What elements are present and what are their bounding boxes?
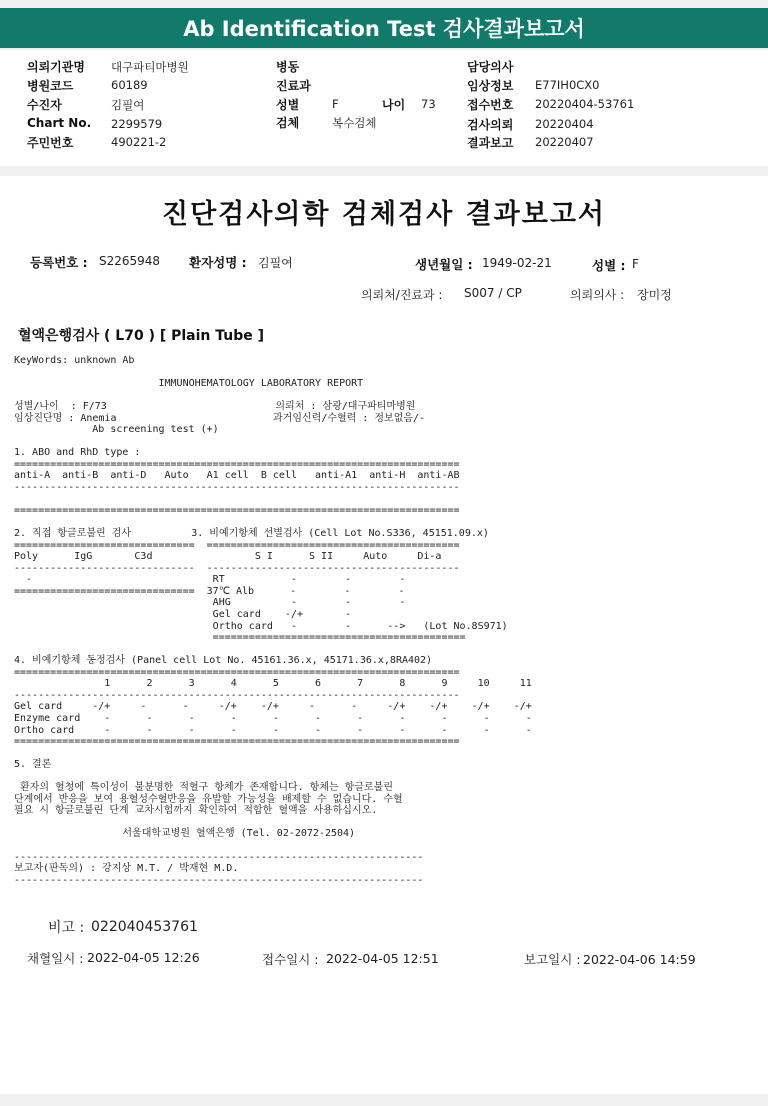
report-line: ------------------------------ ------------------------------------------ [14,562,460,574]
info-value: 60189 [111,78,148,92]
report-line [14,367,532,379]
report-line: Ab screening test (+) [14,424,219,436]
report-line: ========================================================================== [14,736,460,748]
report-line [14,644,532,656]
report-line: 임상진단명 : Anemia 과거임신력/수혈력 : 정보없음/- [14,412,426,424]
report-date-value: 2022-04-06 14:59 [583,952,696,967]
report-line: ============================== 37℃ Alb - - - [14,585,405,597]
report-line: ========================================================================== [14,666,460,678]
report-line: 2. 직접 항글로불린 검사 3. 비예기항체 선별검사 (Cell Lot No.S336, 45151.09.x) [14,528,489,540]
reg-value: S2265948 [99,254,161,268]
dept-value: S007 / CP [464,286,522,300]
report-line: anti-A anti-B anti-D Auto A1 cell B cell anti-A1 anti-H anti-AB [14,470,460,482]
report-line: -------------------------------------------------------------------------- [14,482,460,494]
section-title: 혈액은행검사 ( L70 ) [ Plain Tube ] [18,328,265,344]
info-value: 20220404 [535,117,594,131]
report-line [14,390,532,402]
collect-value: 2022-04-05 12:26 [87,950,200,965]
report-line [14,517,532,529]
info-label: 병원코드 [27,79,74,93]
info-label: 진료과 [276,79,311,93]
info-value: 20220404-53761 [535,97,635,111]
report-line: 단계에서 반응을 보여 용혈성수혈반응을 유발할 가능성을 배제할 수 없습니다. 수혈 [14,793,403,805]
report-line: ========================================== [14,632,466,644]
patient-info-panel [0,50,768,166]
report-line [14,748,532,760]
info-value: 20220407 [535,135,594,149]
report-line [14,494,532,506]
report-line: 보고자(판독의) : 강지상 M.T. / 박재현 M.D. [14,863,239,875]
doctor-value: 장미정 [637,288,672,302]
info-label: 임상정보 [467,79,514,93]
info-label: 수진자 [27,98,62,112]
report-line [14,436,532,448]
report-line: ========================================================================== [14,458,460,470]
sex-value: F [632,257,639,271]
report-line: Enzyme card - - - - - - - - - - - [14,712,532,724]
receipt-label: 접수일시 : [262,952,319,967]
info-label: 병동 [276,60,300,74]
report-line: Gel card -/+ - [14,609,352,621]
report-line [14,840,532,852]
info-value: 73 [421,97,436,111]
header-title: Ab Identification Test 검사결과보고서 [183,17,585,41]
report-line [14,771,532,783]
report-line: ============================== ========================================== [14,539,460,551]
info-value: 대구파티마병원 [111,60,189,74]
lab-report-text [14,355,532,886]
report-line: KeyWords: unknown Ab [14,355,135,366]
patient-name-label: 환자성명 : [189,255,247,270]
report-line: Poly IgG C3d S I S II Auto Di-a [14,551,442,563]
report-line: 환자의 혈청에 특이성이 불분명한 적혈구 항체가 존재합니다. 항체는 항글로불린 [14,782,393,794]
report-line: -------------------------------------------------------------------- [14,851,424,863]
info-label: 검체 [276,116,300,130]
report-line: - RT - - - [14,574,406,586]
report-line: IMMUNOHEMATOLOGY LABORATORY REPORT [14,378,364,390]
report-line: Ortho card - - - - - - - - - - - [14,724,532,736]
report-line: 필요 시 항글로불린 단계 교차시험까지 확인하여 적합한 혈액을 사용하십시오. [14,805,378,817]
report-line: 5. 결론 [14,759,52,771]
dob-label: 생년월일 : [415,257,473,272]
report-line: 서울대학교병원 혈액은행 (Tel. 02-2072-2504) [14,828,356,840]
report-line: 1. ABO and RhD type : [14,447,141,459]
report-title: 진단검사의학 검체검사 결과보고서 [161,199,607,230]
info-label: 검사의뢰 [467,118,514,132]
info-value: 490221-2 [111,135,167,149]
report-line: Gel card -/+ - - -/+ -/+ - - -/+ -/+ -/+ -/+ [14,701,532,713]
receipt-value: 2022-04-05 12:51 [326,951,439,966]
report-line: -------------------------------------------------------------------- [14,874,424,886]
report-line: 4. 비예기항체 동정검사 (Panel cell Lot No. 45161.36.x, 45171.36.x,8RA402) [14,655,433,667]
info-value: 2299579 [111,117,163,131]
report-line: ========================================================================== [14,505,460,517]
report-line: Ortho card - - --> (Lot No.8S971) [14,620,508,632]
report-line: AHG - - - [14,597,406,609]
reg-label: 등록번호 : [30,255,88,270]
info-label: 접수번호 [467,98,514,112]
info-value: 김필여 [111,98,145,112]
report-line: 성별/나이 : F/73 의뢰처 : 삼광/대구파티마병원 [14,401,416,413]
info-label: 성별 [276,98,300,112]
info-label: 의뢰기관명 [27,60,85,74]
report-document [0,176,768,1094]
info-label: 결과보고 [467,136,514,150]
info-label: Chart No. [27,116,92,130]
report-date-label: 보고일시 : [524,952,581,967]
patient-name-value: 김필여 [258,256,293,270]
report-line [14,817,532,829]
collect-label: 채혈일시 : [27,951,84,966]
info-value: F [332,97,339,111]
remark-value: 022040453761 [91,919,198,935]
report-header-bar [0,8,768,48]
report-line: 1 2 3 4 5 6 7 8 9 10 11 [14,678,532,690]
info-label: 나이 [382,98,406,112]
dob-value: 1949-02-21 [482,256,552,270]
info-label: 담당의사 [467,60,514,74]
report-line: -------------------------------------------------------------------------- [14,689,460,701]
remark-label: 비고 : [48,920,85,936]
info-value: E77IH0CX0 [535,78,600,92]
sex-label: 성별 : [592,258,626,273]
info-value: 복수검체 [332,116,377,130]
doctor-label: 의뢰의사 : [570,288,625,302]
dept-label: 의뢰처/진료과 : [361,288,443,302]
info-label: 주민번호 [27,136,74,150]
